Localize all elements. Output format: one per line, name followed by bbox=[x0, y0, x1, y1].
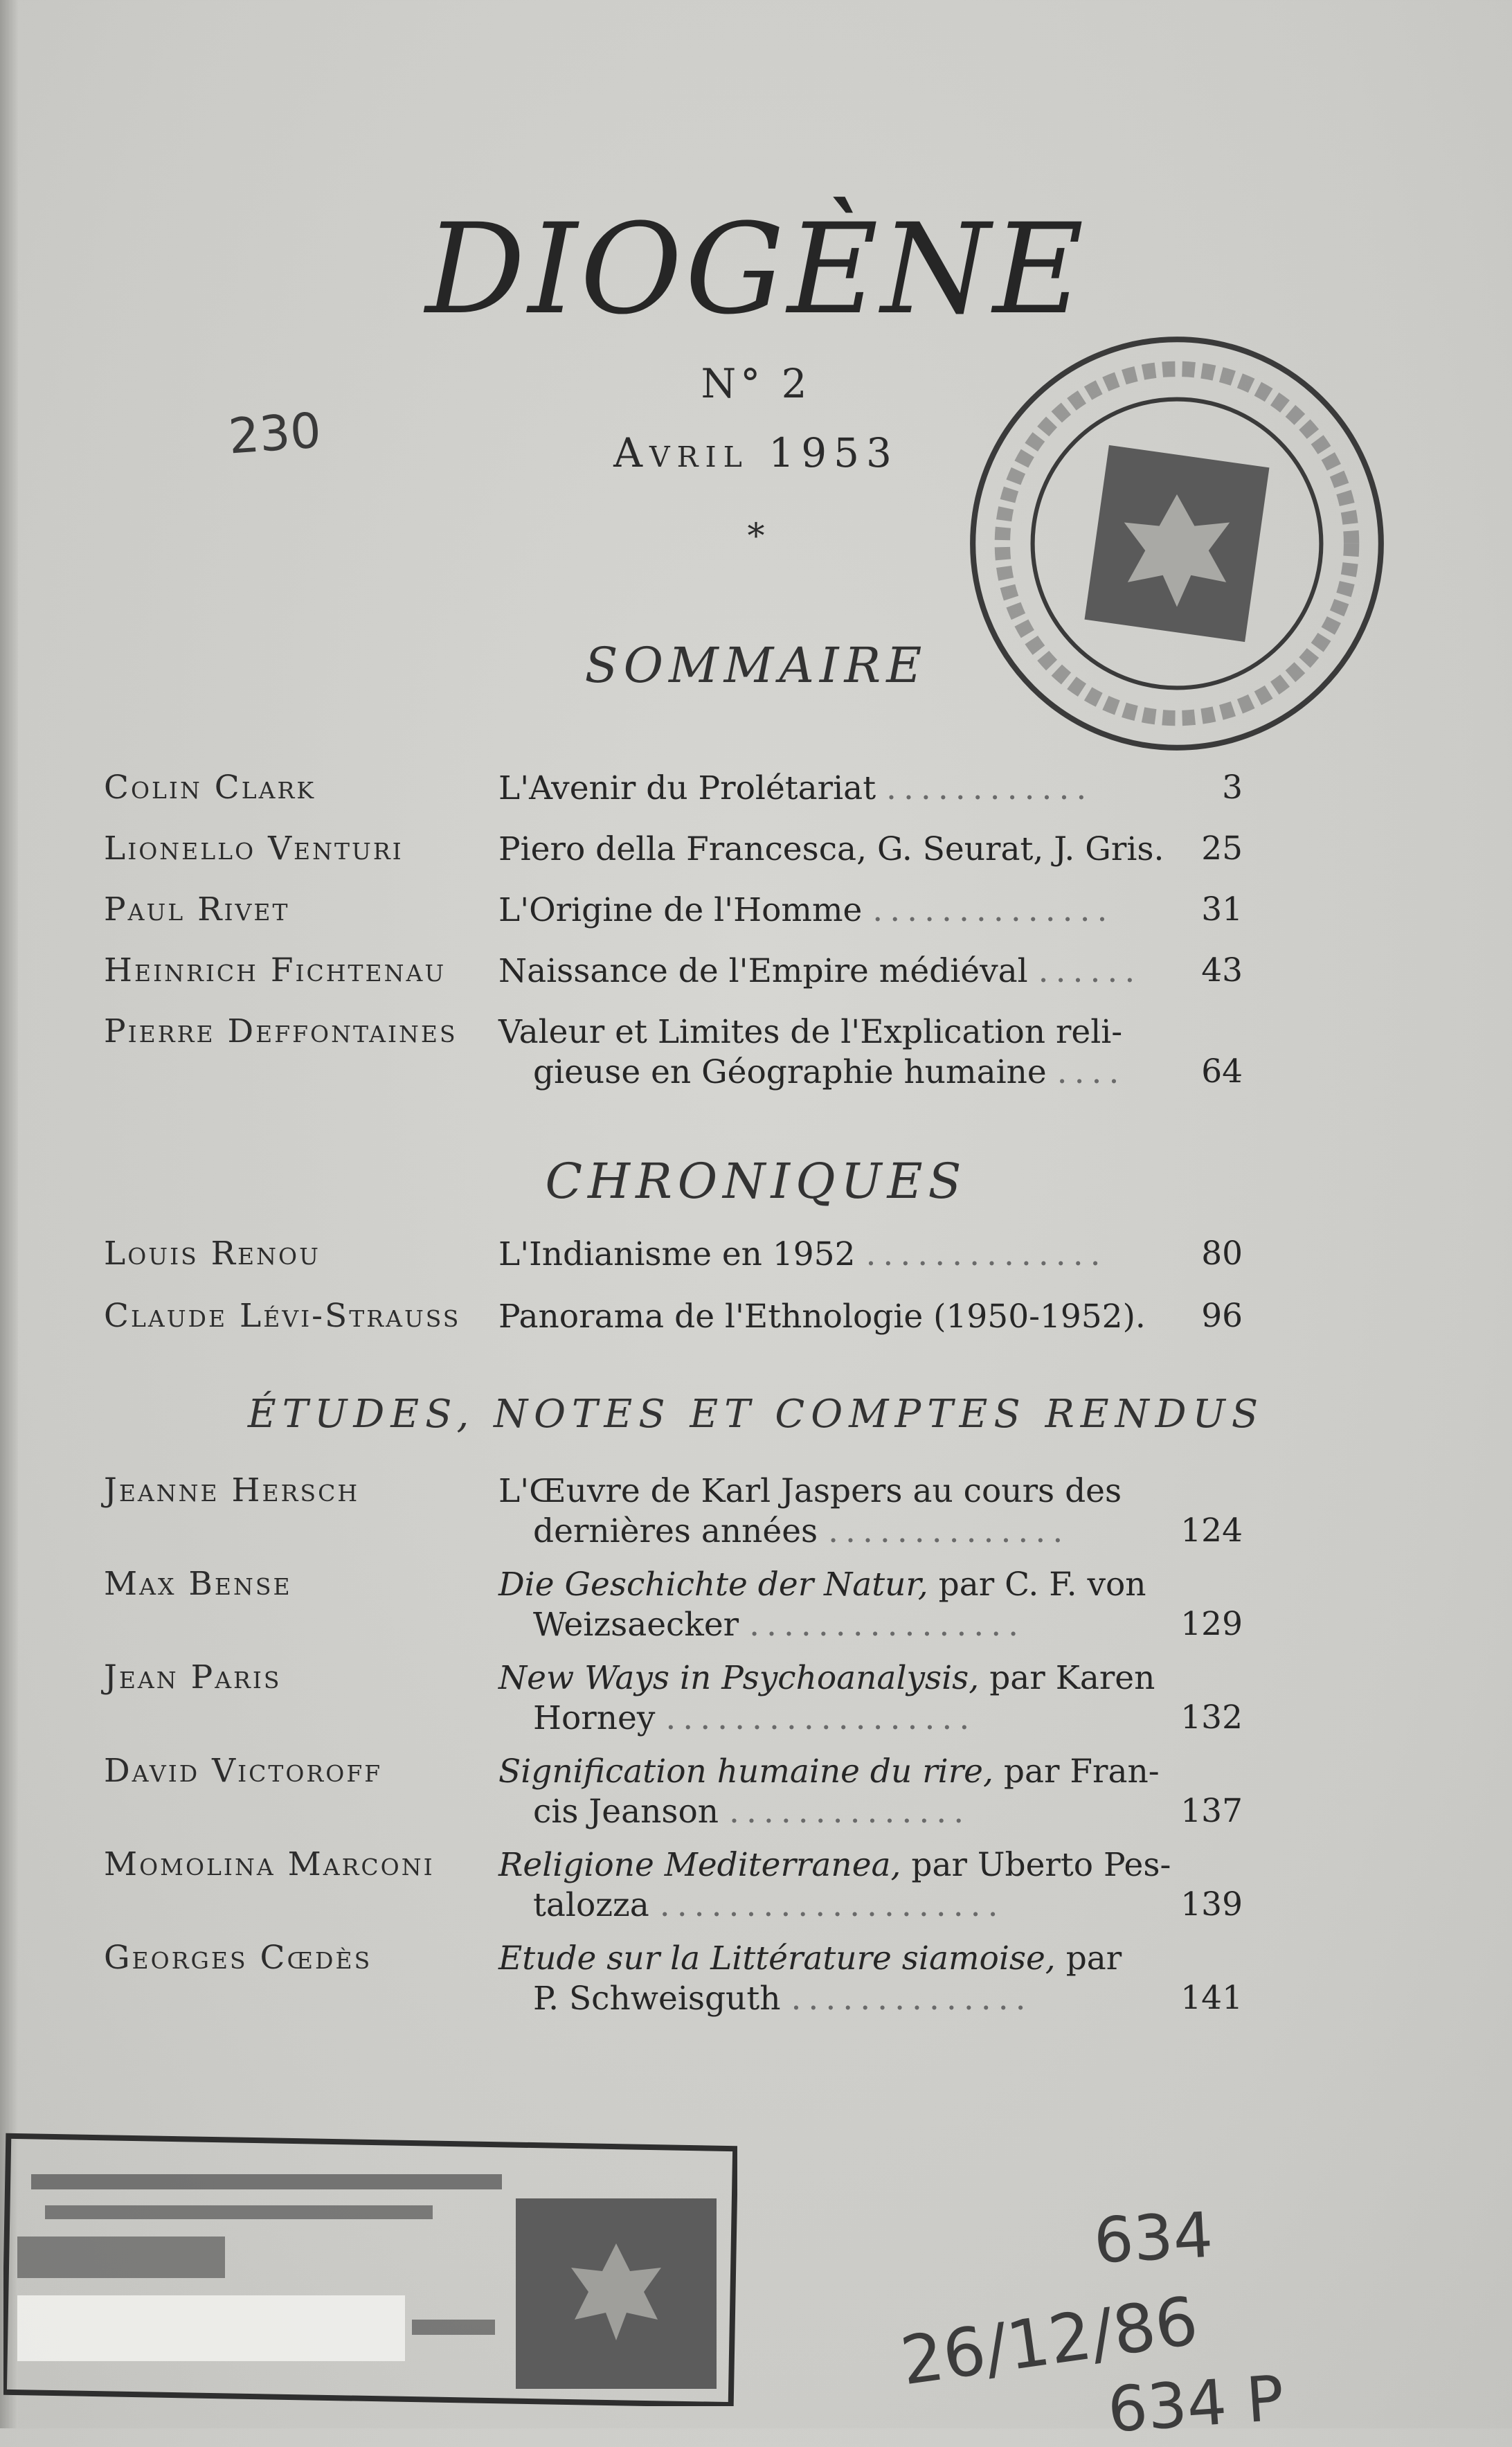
entry-author: Georges Cœdès bbox=[104, 1939, 372, 1977]
toc-entry bbox=[104, 1297, 1243, 1380]
toc-entry bbox=[104, 1471, 1243, 1561]
entry-title: New Ways in Psychoanalysis, par Karen Horney .................. bbox=[498, 1659, 1155, 1737]
entry-page: 132 bbox=[1180, 1698, 1243, 1737]
entry-title: Religione Mediterranea, par Uberto Pes- talozza .................... bbox=[498, 1846, 1171, 1924]
entry-title: Die Geschichte der Natur, par C. F. von Weizsaecker ................ bbox=[498, 1566, 1146, 1644]
entry-page: 3 bbox=[1222, 769, 1243, 807]
entry-title: Naissance de l'Empire médiéval ...... bbox=[498, 952, 1142, 990]
journal-title: DIOGÈNE bbox=[425, 197, 1087, 342]
entry-title: Signification humaine du rire, par Fran- cis Jeanson .............. bbox=[498, 1753, 1160, 1831]
entry-page: 25 bbox=[1201, 830, 1243, 868]
entry-author: David Victoroff bbox=[104, 1752, 383, 1790]
entry-page: 124 bbox=[1180, 1512, 1243, 1550]
entry-author: Claude Lévi-Strauss bbox=[104, 1297, 461, 1335]
issue-date: Avril 1953 bbox=[613, 429, 899, 476]
handwritten-note-a: 634 bbox=[1092, 2198, 1215, 2278]
entry-title: Panorama de l'Ethnologie (1950-1952). bbox=[498, 1298, 1146, 1336]
entry-page: 64 bbox=[1201, 1052, 1243, 1091]
entry-author: Max Bense bbox=[104, 1565, 292, 1603]
entry-title: L'Indianisme en 1952 .............. bbox=[498, 1235, 1108, 1273]
toc-entry bbox=[104, 1752, 1243, 1842]
entry-author: Jeanne Hersch bbox=[104, 1471, 360, 1509]
entry-page: 129 bbox=[1180, 1605, 1243, 1643]
entry-author: Heinrich Fichtenau bbox=[104, 951, 447, 989]
entry-title: Valeur et Limites de l'Explication reli- gieuse en Géographie humaine .... bbox=[498, 1013, 1126, 1091]
entry-author: Paul Rivet bbox=[104, 890, 290, 929]
toc-entry bbox=[104, 1012, 1243, 1109]
handwritten-note-b: 26/12/86 bbox=[896, 2282, 1203, 2401]
handwritten-note-c: 634 P bbox=[1105, 2362, 1287, 2447]
entry-page: 43 bbox=[1201, 951, 1243, 989]
issue-number: N° 2 bbox=[701, 360, 811, 407]
section-heading-etudes: ÉTUDES, NOTES ET COMPTES RENDUS bbox=[247, 1392, 1265, 1437]
entry-page: 139 bbox=[1180, 1885, 1243, 1924]
toc-entry bbox=[104, 1658, 1243, 1748]
entry-page: 96 bbox=[1201, 1297, 1243, 1335]
entry-author: Louis Renou bbox=[104, 1235, 321, 1273]
toc-entry bbox=[104, 1845, 1243, 1935]
entry-title: L'Œuvre de Karl Jaspers au cours des dernières années .............. bbox=[498, 1472, 1122, 1550]
entry-title: L'Avenir du Prolétariat ............ bbox=[498, 769, 1094, 807]
section-heading-sommaire: SOMMAIRE bbox=[584, 637, 928, 694]
toc-entry bbox=[104, 1939, 1243, 2029]
section-heading-chroniques: CHRONIQUES bbox=[545, 1153, 967, 1210]
handwritten-shelf-number: 230 bbox=[226, 402, 323, 465]
entry-author: Colin Clark bbox=[104, 769, 316, 807]
entry-page: 31 bbox=[1201, 890, 1243, 929]
entry-author: Jean Paris bbox=[104, 1658, 282, 1696]
entry-author: Lionello Venturi bbox=[104, 830, 404, 868]
handwritten-notes bbox=[872, 2167, 1495, 2447]
rectangular-library-stamp bbox=[3, 2133, 737, 2406]
entry-page: 137 bbox=[1180, 1792, 1243, 1830]
entry-author: Momolina Marconi bbox=[104, 1845, 435, 1883]
entry-title: L'Origine de l'Homme .............. bbox=[498, 891, 1115, 929]
toc-entry bbox=[104, 1565, 1243, 1655]
entry-title: Etude sur la Littérature siamoise, par P. Schweisguth .............. bbox=[498, 1939, 1122, 2018]
entry-page: 80 bbox=[1201, 1235, 1243, 1273]
entry-page: 141 bbox=[1180, 1979, 1243, 2017]
ornament-star: * bbox=[747, 516, 765, 556]
entry-title: Piero della Francesca, G. Seurat, J. Gris. bbox=[498, 830, 1164, 868]
entry-author: Pierre Deffontaines bbox=[104, 1012, 458, 1050]
